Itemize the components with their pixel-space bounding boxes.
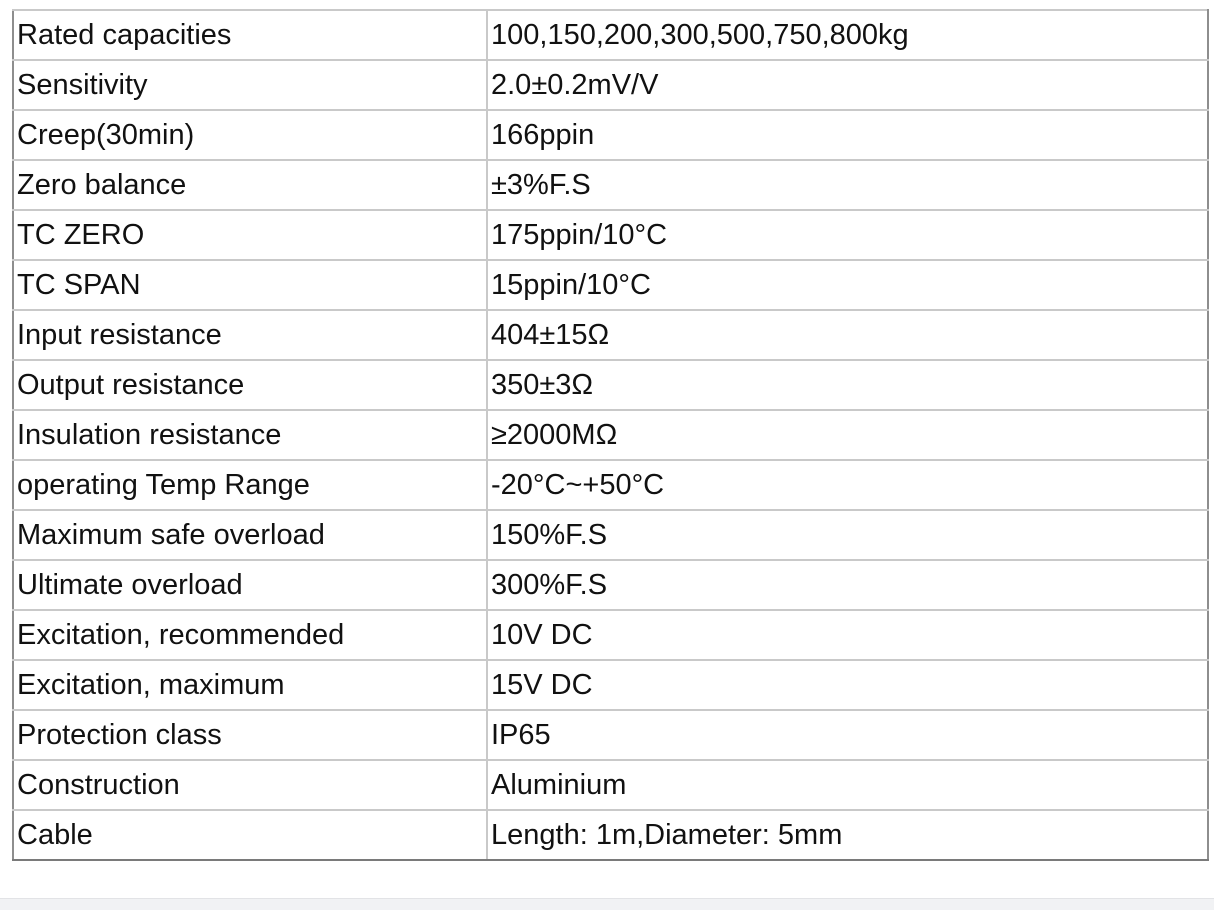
spec-label-excitation-maximum: Excitation, maximum bbox=[13, 660, 487, 710]
specifications-table bbox=[12, 9, 1209, 861]
bottom-scroll-area bbox=[0, 898, 1214, 910]
table-row bbox=[13, 410, 1208, 460]
table-row bbox=[13, 810, 1208, 860]
table-row bbox=[13, 460, 1208, 510]
table-row bbox=[13, 760, 1208, 810]
spec-value-output-resistance: 350±3Ω bbox=[487, 360, 1208, 410]
spec-value-construction: Aluminium bbox=[487, 760, 1208, 810]
table-row bbox=[13, 360, 1208, 410]
table-row bbox=[13, 210, 1208, 260]
spec-value-zero-balance: ±3%F.S bbox=[487, 160, 1208, 210]
table-row bbox=[13, 260, 1208, 310]
table-row bbox=[13, 660, 1208, 710]
table-row bbox=[13, 710, 1208, 760]
spec-value-creep: 166ppin bbox=[487, 110, 1208, 160]
spec-value-excitation-recommended: 10V DC bbox=[487, 610, 1208, 660]
table-row bbox=[13, 510, 1208, 560]
spec-label-input-resistance: Input resistance bbox=[13, 310, 487, 360]
spec-label-excitation-recommended: Excitation, recommended bbox=[13, 610, 487, 660]
spec-label-tc-span: TC SPAN bbox=[13, 260, 487, 310]
spec-value-cable: Length: 1m,Diameter: 5mm bbox=[487, 810, 1208, 860]
spec-value-insulation-resistance: ≥2000MΩ bbox=[487, 410, 1208, 460]
spec-label-operating-temp-range: operating Temp Range bbox=[13, 460, 487, 510]
spec-label-output-resistance: Output resistance bbox=[13, 360, 487, 410]
spec-value-excitation-maximum: 15V DC bbox=[487, 660, 1208, 710]
table-row bbox=[13, 310, 1208, 360]
spec-value-protection-class: IP65 bbox=[487, 710, 1208, 760]
spec-label-construction: Construction bbox=[13, 760, 487, 810]
spec-value-input-resistance: 404±15Ω bbox=[487, 310, 1208, 360]
spec-value-ultimate-overload: 300%F.S bbox=[487, 560, 1208, 610]
spec-value-sensitivity: 2.0±0.2mV/V bbox=[487, 60, 1208, 110]
table-row bbox=[13, 110, 1208, 160]
spec-label-protection-class: Protection class bbox=[13, 710, 487, 760]
spec-value-tc-span: 15ppin/10°C bbox=[487, 260, 1208, 310]
spec-label-tc-zero: TC ZERO bbox=[13, 210, 487, 260]
table-row bbox=[13, 10, 1208, 60]
spec-label-zero-balance: Zero balance bbox=[13, 160, 487, 210]
spec-label-ultimate-overload: Ultimate overload bbox=[13, 560, 487, 610]
spec-value-operating-temp-range: -20°C~+50°C bbox=[487, 460, 1208, 510]
table-row bbox=[13, 60, 1208, 110]
spec-label-cable: Cable bbox=[13, 810, 487, 860]
spec-label-sensitivity: Sensitivity bbox=[13, 60, 487, 110]
spec-value-rated-capacities: 100,150,200,300,500,750,800kg bbox=[487, 10, 1208, 60]
table-row bbox=[13, 610, 1208, 660]
table-row bbox=[13, 560, 1208, 610]
cropped-previous-row bbox=[0, 0, 1214, 8]
table-row bbox=[13, 160, 1208, 210]
spec-label-rated-capacities: Rated capacities bbox=[13, 10, 487, 60]
spec-label-maximum-safe-overload: Maximum safe overload bbox=[13, 510, 487, 560]
spec-label-creep: Creep(30min) bbox=[13, 110, 487, 160]
spec-label-insulation-resistance: Insulation resistance bbox=[13, 410, 487, 460]
spec-value-maximum-safe-overload: 150%F.S bbox=[487, 510, 1208, 560]
spec-value-tc-zero: 175ppin/10°C bbox=[487, 210, 1208, 260]
